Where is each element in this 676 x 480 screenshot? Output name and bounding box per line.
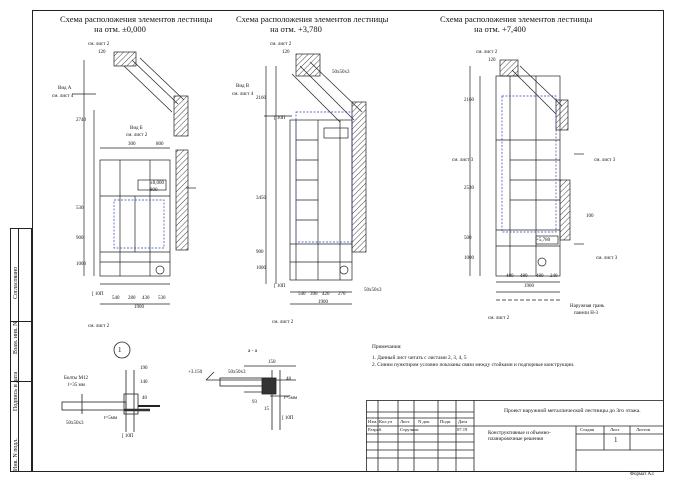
agreed-label: Согласовано [13, 266, 19, 299]
s1-dim-530: 530 [76, 206, 84, 211]
strip-field-replace: Взам. инв. N [13, 321, 19, 354]
s3-dim-480: 480 [506, 274, 514, 279]
tb-hdr-date: Дата [458, 419, 468, 424]
tb-stage: Стадия [580, 427, 595, 432]
detail-1-dim-140: 140 [140, 380, 148, 385]
s2-dim-390: 390 [310, 292, 318, 297]
s2-ref-bottom: см. лист 2 [272, 320, 294, 325]
s1-dim-430: 430 [142, 296, 150, 301]
s1-view-a-ref: см. лист 4 [52, 94, 74, 99]
s1-channel: [ 10П [92, 292, 104, 297]
tb-dev-role: Разраб. [368, 427, 383, 432]
s1-ref-sheet2: см. лист 2 [88, 42, 110, 47]
s2-ref-sheet2: см. лист 2 [270, 42, 292, 47]
s2-channel: [ 10П [274, 116, 286, 121]
s1-dim-800: 800 [156, 142, 164, 147]
title-block [366, 400, 664, 472]
tb-sheets: Листов [636, 427, 651, 432]
tb-hdr-ndoc: N док. [418, 419, 431, 424]
s3-dim-2160: 2160 [464, 98, 474, 103]
section-aa-angle: 50х50х3 [228, 370, 246, 375]
s1-dim-530b: 530 [158, 296, 166, 301]
s3-mark-5780: +5,780 [536, 238, 551, 243]
section-aa-dim-15: 15 [264, 407, 269, 412]
s2-dim-1000: 1000 [256, 266, 266, 271]
detail-1-weld-t: t=5мм [104, 416, 118, 421]
s2-dim-1900: 1900 [318, 300, 328, 305]
detail-1-bolt-len: l=35 мм [68, 383, 85, 388]
scheme-3-title-text: Схема расположения элементов лестницы [440, 14, 593, 24]
s2-dim-270: 270 [338, 292, 346, 297]
s1-mark-0: ±0,000 [150, 181, 164, 186]
scheme-3-level: на отм. +7,400 [474, 24, 526, 34]
scheme-3-drawing [470, 60, 584, 300]
s3-dim-240: 240 [550, 274, 558, 279]
tb-dev-name: Стручков [400, 427, 419, 432]
tb-drawing: Конструктивные и объемно-планировочные решения [488, 430, 551, 442]
s2-angle: 50х50х3 [332, 70, 350, 75]
tb-hdr-sign: Подп. [440, 419, 452, 424]
s2-view-v: Вид В [236, 84, 250, 89]
s3-dim-120: 120 [488, 58, 496, 63]
s3-facade-sub: панели Н-3 [574, 311, 598, 316]
s2-angle-b: 50х50х3 [364, 288, 382, 293]
strip-field-sign: Подпись и дата [13, 371, 19, 411]
scheme-2-title-text: Схема расположения элементов лестницы [236, 14, 389, 24]
s3-ref-sheet3-top: см. лист 3 [594, 158, 616, 163]
detail-1-bolts: Болты М12 [64, 376, 89, 381]
detail-1-angle: 50х50х3 [66, 421, 84, 426]
s2-dim-2160: 2160 [256, 96, 266, 101]
section-aa-weld-t: t=5мм [284, 396, 298, 401]
s3-ref-sheet3-left: см. лист 3 [452, 158, 474, 163]
s3-ref-bottom: см. лист 2 [488, 316, 510, 321]
section-aa-dim-48: 48 [286, 377, 291, 382]
s3-facade: Наружная грань [570, 304, 605, 309]
s1-view-b-ref: см. лист 2 [126, 133, 148, 138]
scheme-1-level: на отм. ±0,000 [94, 24, 146, 34]
format-label: Формат А3 [630, 472, 654, 477]
s1-view-a: Вид А [58, 86, 72, 91]
s1-dim-2740: 2740 [76, 118, 86, 123]
s3-dim-2530: 2530 [464, 186, 474, 191]
s2-dim-3450: 3450 [256, 196, 266, 201]
s3-ref-sheet3-bottom: см. лист 3 [596, 256, 618, 261]
detail-1-channel: [ 10П [122, 434, 134, 439]
tb-sheet: Лист [610, 427, 620, 432]
s1-dim-540: 540 [112, 296, 120, 301]
s3-dim-100: 100 [586, 214, 594, 219]
detail-1-dim-190: 190 [140, 366, 148, 371]
detail-1-number: 1 [118, 346, 122, 354]
tb-hdr-kol: Кол.уч [379, 419, 393, 424]
s2-dim-540: 540 [298, 292, 306, 297]
section-aa-dim-150: 150 [268, 360, 276, 365]
scheme-2-level: на отм. +3,780 [270, 24, 322, 34]
s3-dim-1900: 1900 [524, 284, 534, 289]
s1-dim-300: 300 [128, 142, 136, 147]
s1-dim-1000: 1000 [76, 262, 86, 267]
scheme-1-drawing [72, 52, 196, 304]
s2-dim-420: 420 [322, 292, 330, 297]
s1-dim-900: 900 [76, 236, 84, 241]
scheme-2-drawing [264, 54, 366, 304]
s1-dim-800b: 800 [150, 188, 158, 193]
s1-view-b: Вид Б [130, 126, 143, 131]
s3-dim-480b: 480 [520, 274, 528, 279]
note-2: 2. Синим пунктиром условно показаны связи между стойками и подпорные конструкции. [372, 362, 575, 368]
s3-dim-1000: 1000 [464, 256, 474, 261]
s3-dim-500: 500 [464, 236, 472, 241]
wall-block [114, 52, 136, 66]
s3-ref-sheet2: см. лист 2 [476, 50, 498, 55]
section-aa-mark: +3.150 [188, 370, 203, 375]
s1-dim-120: 120 [98, 50, 106, 55]
section-aa-channel: [ 10П [282, 416, 294, 421]
detail-1-dim-40: 40 [142, 396, 147, 401]
tb-date: 07.19 [457, 427, 468, 432]
scheme-1-title-text: Схема расположения элементов лестницы [60, 14, 213, 24]
s1-ref-bottom: см. лист 2 [88, 324, 110, 329]
s2-channel-b: [ 10П [274, 284, 286, 289]
s1-dim-1900: 1900 [134, 305, 144, 310]
s1-dim-280: 280 [128, 296, 136, 301]
tb-hdr-list: Лист [400, 419, 410, 424]
s2-dim-120: 120 [282, 50, 290, 55]
strip-field-inv: Инв. N подл. [13, 438, 19, 471]
section-aa-label: а - а [248, 348, 258, 354]
tb-sheet-num: 1 [614, 436, 618, 444]
tb-hdr-izm: Изм. [368, 419, 378, 424]
s3-dim-480c: 480 [536, 274, 544, 279]
section-aa-dim-93: 93 [252, 400, 257, 405]
tb-project: Проект наружной металлической лестницы до 3го этажа. [504, 408, 641, 414]
s2-view-v-ref: см. лист 4 [232, 92, 254, 97]
note-1: 1. Данный лист читать с листами 2, 3, 4, 5 [372, 355, 467, 361]
notes-heading: Примечания: [372, 344, 402, 350]
s2-dim-900: 900 [256, 250, 264, 255]
